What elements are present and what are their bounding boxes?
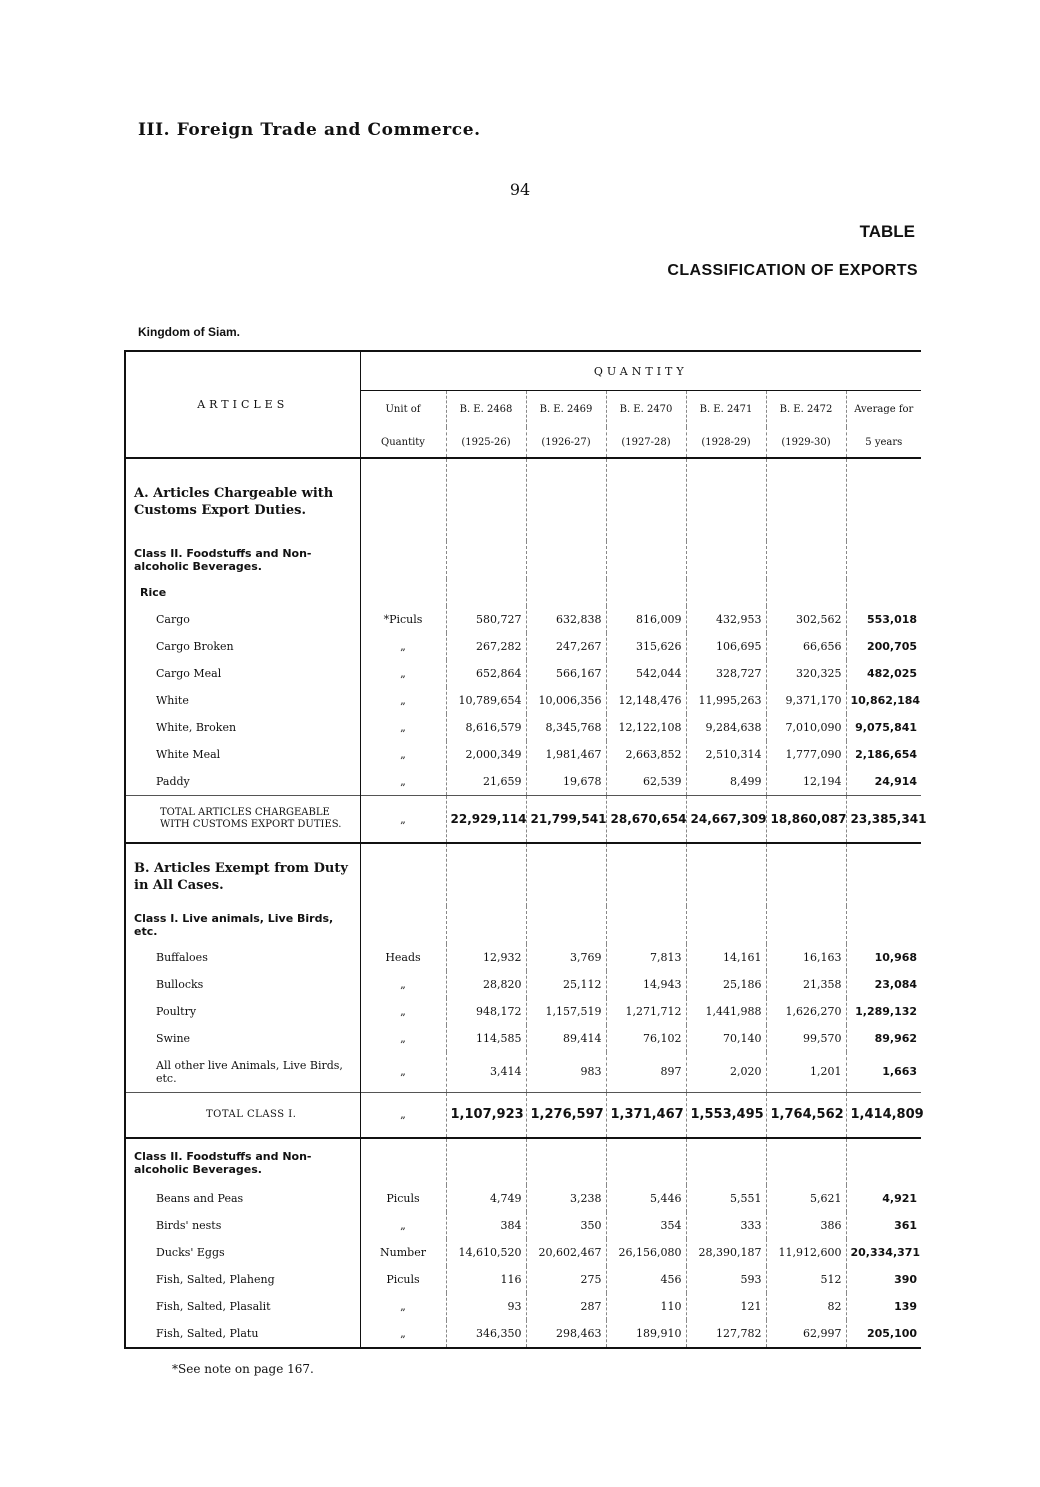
unit-cell: „ (360, 741, 446, 768)
average-cell: 390 (846, 1266, 921, 1293)
table-header (125, 351, 921, 458)
article-name-cell: Birds' nests (156, 1218, 222, 1232)
average-cell: 1,663 (846, 1052, 921, 1092)
average-cell: 1,414,809 (846, 1092, 921, 1138)
value-cell: 5,446 (606, 1185, 686, 1212)
value-cell: 110 (606, 1293, 686, 1320)
table-row (125, 1320, 921, 1348)
value-cell: 1,441,988 (686, 998, 766, 1025)
section-a-title: A. Articles Chargeable with Customs Export Duties. (134, 486, 334, 518)
value-cell: 580,727 (446, 606, 526, 633)
value-cell: 62,997 (766, 1320, 846, 1348)
value-cell: 2,510,314 (686, 741, 766, 768)
unit-cell: „ (360, 971, 446, 998)
section-title: III. Foreign Trade and Commerce. (138, 120, 481, 140)
average-cell: 553,018 (846, 606, 921, 633)
value-cell: 456 (606, 1266, 686, 1293)
value-cell: 333 (686, 1212, 766, 1239)
table-row (125, 741, 921, 768)
value-cell: 302,562 (766, 606, 846, 633)
value-cell: 28,390,187 (686, 1239, 766, 1266)
table-row (125, 714, 921, 741)
value-cell: 89,414 (526, 1025, 606, 1052)
value-cell: 11,995,263 (686, 687, 766, 714)
value-cell: 287 (526, 1293, 606, 1320)
exports-table (124, 350, 927, 1349)
article-name-cell: Fish, Salted, Plasalit (156, 1299, 271, 1313)
value-cell: 1,201 (766, 1052, 846, 1092)
value-cell: 566,167 (526, 660, 606, 687)
year-header-ad: (1928-29) (686, 427, 766, 458)
table-subtitle: CLASSIFICATION OF EXPORTS (667, 262, 918, 279)
value-cell: 8,345,768 (526, 714, 606, 741)
value-cell: 897 (606, 1052, 686, 1092)
unit-cell: „ (360, 687, 446, 714)
animal-rows (125, 944, 921, 1092)
value-cell: 2,020 (686, 1052, 766, 1092)
value-cell: 21,799,541 (526, 796, 606, 844)
table-row (125, 1052, 921, 1092)
value-cell: 432,953 (686, 606, 766, 633)
year-header-ad: (1929-30) (766, 427, 846, 458)
average-cell: 89,962 (846, 1025, 921, 1052)
value-cell: 21,358 (766, 971, 846, 998)
value-cell: 1,276,597 (526, 1092, 606, 1138)
table-row (125, 1212, 921, 1239)
table-row (125, 633, 921, 660)
value-cell: 386 (766, 1212, 846, 1239)
value-cell: 25,112 (526, 971, 606, 998)
table-row (125, 1185, 921, 1212)
value-cell: 3,238 (526, 1185, 606, 1212)
articles-header: ARTICLES (125, 351, 360, 458)
average-header-line2: 5 years (846, 427, 921, 458)
unit-cell: „ (360, 768, 446, 796)
total-row (125, 1092, 921, 1138)
value-cell: 10,006,356 (526, 687, 606, 714)
value-cell: 16,163 (766, 944, 846, 971)
unit-cell: Piculs (360, 1266, 446, 1293)
table-row (125, 998, 921, 1025)
year-header-be: B. E. 2470 (606, 391, 686, 428)
average-cell: 139 (846, 1293, 921, 1320)
value-cell: 816,009 (606, 606, 686, 633)
exports-table-container (124, 350, 927, 1349)
table-row (125, 1293, 921, 1320)
value-cell: 19,678 (526, 768, 606, 796)
value-cell: 632,838 (526, 606, 606, 633)
footnote: *See note on page 167. (172, 1362, 314, 1376)
article-name-cell: Cargo Meal (156, 667, 222, 680)
value-cell: 1,107,923 (446, 1092, 526, 1138)
section-a-class-title: Class II. Foodstuffs and Non-alcoholic Beverages. (134, 547, 312, 573)
value-cell: 12,122,108 (606, 714, 686, 741)
average-cell: 4,921 (846, 1185, 921, 1212)
value-cell: 2,663,852 (606, 741, 686, 768)
page-number: 94 (509, 180, 531, 199)
total-class1-label: TOTAL CLASS I. (125, 1092, 360, 1138)
food-rows (125, 1185, 921, 1348)
value-cell: 26,156,080 (606, 1239, 686, 1266)
value-cell: 11,912,600 (766, 1239, 846, 1266)
article-name-cell: Swine (156, 1032, 191, 1045)
article-name-cell: Bullocks (156, 978, 204, 991)
unit-header-line2: Quantity (360, 427, 446, 458)
average-cell: 9,075,841 (846, 714, 921, 741)
table-row (125, 944, 921, 971)
table-row (125, 687, 921, 714)
value-cell: 12,194 (766, 768, 846, 796)
value-cell: 93 (446, 1293, 526, 1320)
article-name-cell: Cargo (156, 613, 190, 626)
article-name-cell: Fish, Salted, Platu (156, 1326, 259, 1340)
average-cell: 482,025 (846, 660, 921, 687)
value-cell: 10,789,654 (446, 687, 526, 714)
unit-cell: „ (360, 660, 446, 687)
average-cell: 23,385,341 (846, 796, 921, 844)
value-cell: 983 (526, 1052, 606, 1092)
article-name-cell: Buffaloes (156, 951, 208, 964)
kingdom-label: Kingdom of Siam. (138, 325, 240, 339)
value-cell: 21,659 (446, 768, 526, 796)
article-name-cell: White (156, 694, 189, 707)
unit-cell: „ (360, 714, 446, 741)
total-row (125, 796, 921, 844)
value-cell: 542,044 (606, 660, 686, 687)
table-label: TABLE (859, 222, 915, 241)
average-cell: 205,100 (846, 1320, 921, 1348)
average-cell: 2,186,654 (846, 741, 921, 768)
table-body (125, 458, 921, 606)
average-cell: 200,705 (846, 633, 921, 660)
value-cell: 66,656 (766, 633, 846, 660)
unit-header-line1: Unit of (360, 391, 446, 428)
value-cell: 76,102 (606, 1025, 686, 1052)
rice-subhead: Rice (140, 586, 167, 599)
value-cell: 346,350 (446, 1320, 526, 1348)
value-cell: 948,172 (446, 998, 526, 1025)
quantity-header: QUANTITY (360, 351, 921, 391)
value-cell: 14,161 (686, 944, 766, 971)
value-cell: 7,813 (606, 944, 686, 971)
value-cell: 350 (526, 1212, 606, 1239)
value-cell: 8,616,579 (446, 714, 526, 741)
section-b-class2-title: Class II. Foodstuffs and Non-alcoholic Beverages. (134, 1149, 312, 1176)
table-row (125, 660, 921, 687)
table-row (125, 1239, 921, 1266)
unit-cell: Piculs (360, 1185, 446, 1212)
unit-cell: *Piculs (360, 606, 446, 633)
unit-cell: Number (360, 1239, 446, 1266)
year-header-ad: (1925-26) (446, 427, 526, 458)
value-cell: 1,981,467 (526, 741, 606, 768)
value-cell: 593 (686, 1266, 766, 1293)
value-cell: 3,769 (526, 944, 606, 971)
article-name-cell: Ducks' Eggs (156, 1245, 225, 1259)
year-header-be: B. E. 2468 (446, 391, 526, 428)
value-cell: 275 (526, 1266, 606, 1293)
section-b-title: B. Articles Exempt from Duty in All Cases. (134, 861, 348, 893)
value-cell: 28,670,654 (606, 796, 686, 844)
year-header-be: B. E. 2469 (526, 391, 606, 428)
value-cell: 1,371,467 (606, 1092, 686, 1138)
unit-cell: „ (360, 796, 446, 844)
value-cell: 14,610,520 (446, 1239, 526, 1266)
value-cell: 7,010,090 (766, 714, 846, 741)
unit-cell: „ (360, 1293, 446, 1320)
value-cell: 315,626 (606, 633, 686, 660)
value-cell: 1,271,712 (606, 998, 686, 1025)
value-cell: 298,463 (526, 1320, 606, 1348)
value-cell: 652,864 (446, 660, 526, 687)
unit-cell: „ (360, 633, 446, 660)
value-cell: 1,777,090 (766, 741, 846, 768)
table-row (125, 1025, 921, 1052)
unit-cell: Heads (360, 944, 446, 971)
unit-cell: „ (360, 1212, 446, 1239)
value-cell: 512 (766, 1266, 846, 1293)
year-header-ad: (1926-27) (526, 427, 606, 458)
value-cell: 8,499 (686, 768, 766, 796)
average-cell: 10,862,184 (846, 687, 921, 714)
value-cell: 121 (686, 1293, 766, 1320)
unit-cell: „ (360, 1092, 446, 1138)
average-header-line1: Average for (846, 391, 921, 428)
value-cell: 70,140 (686, 1025, 766, 1052)
value-cell: 62,539 (606, 768, 686, 796)
average-cell: 24,914 (846, 768, 921, 796)
value-cell: 106,695 (686, 633, 766, 660)
value-cell: 320,325 (766, 660, 846, 687)
value-cell: 1,553,495 (686, 1092, 766, 1138)
value-cell: 5,551 (686, 1185, 766, 1212)
value-cell: 328,727 (686, 660, 766, 687)
year-header-be: B. E. 2471 (686, 391, 766, 428)
unit-cell: „ (360, 1320, 446, 1348)
value-cell: 22,929,114 (446, 796, 526, 844)
value-cell: 127,782 (686, 1320, 766, 1348)
section-b-class1-title: Class I. Live animals, Live Birds, etc. (134, 912, 334, 938)
value-cell: 189,910 (606, 1320, 686, 1348)
value-cell: 2,000,349 (446, 741, 526, 768)
total-a-body (125, 796, 927, 945)
value-cell: 82 (766, 1293, 846, 1320)
article-name-cell: Fish, Salted, Plaheng (156, 1272, 275, 1286)
value-cell: 14,943 (606, 971, 686, 998)
average-cell: 10,968 (846, 944, 921, 971)
article-name-cell: White, Broken (156, 721, 237, 734)
table-row (125, 606, 921, 633)
value-cell: 267,282 (446, 633, 526, 660)
rice-rows (125, 606, 921, 796)
value-cell: 28,820 (446, 971, 526, 998)
value-cell: 116 (446, 1266, 526, 1293)
value-cell: 9,284,638 (686, 714, 766, 741)
value-cell: 12,148,476 (606, 687, 686, 714)
article-name-cell: White Meal (156, 748, 221, 761)
article-name-cell: Paddy (156, 775, 190, 788)
average-cell: 1,289,132 (846, 998, 921, 1025)
value-cell: 24,667,309 (686, 796, 766, 844)
year-header-be: B. E. 2472 (766, 391, 846, 428)
unit-cell: „ (360, 1025, 446, 1052)
unit-cell: „ (360, 1052, 446, 1092)
article-name-cell: All other live Animals, Live Birds, etc. (156, 1058, 343, 1085)
value-cell: 99,570 (766, 1025, 846, 1052)
value-cell: 20,602,467 (526, 1239, 606, 1266)
value-cell: 247,267 (526, 633, 606, 660)
value-cell: 4,749 (446, 1185, 526, 1212)
value-cell: 12,932 (446, 944, 526, 971)
value-cell: 1,764,562 (766, 1092, 846, 1138)
table-row (125, 971, 921, 998)
value-cell: 3,414 (446, 1052, 526, 1092)
article-name-cell: Poultry (156, 1005, 197, 1018)
value-cell: 384 (446, 1212, 526, 1239)
table-row (125, 768, 921, 796)
table-row (125, 1266, 921, 1293)
value-cell: 114,585 (446, 1025, 526, 1052)
value-cell: 1,157,519 (526, 998, 606, 1025)
value-cell: 5,621 (766, 1185, 846, 1212)
average-cell: 20,334,371 (846, 1239, 921, 1266)
total-a-label: TOTAL ARTICLES CHARGEABLE WITH CUSTOMS EXPORT DUTIES. (125, 796, 360, 844)
year-header-ad: (1927-28) (606, 427, 686, 458)
value-cell: 25,186 (686, 971, 766, 998)
value-cell: 9,371,170 (766, 687, 846, 714)
value-cell: 354 (606, 1212, 686, 1239)
value-cell: 18,860,087 (766, 796, 846, 844)
article-name-cell: Beans and Peas (156, 1191, 244, 1205)
unit-cell: „ (360, 998, 446, 1025)
average-cell: 23,084 (846, 971, 921, 998)
article-name-cell: Cargo Broken (156, 640, 234, 653)
value-cell: 1,626,270 (766, 998, 846, 1025)
average-cell: 361 (846, 1212, 921, 1239)
total-class1-body (125, 1092, 924, 1185)
